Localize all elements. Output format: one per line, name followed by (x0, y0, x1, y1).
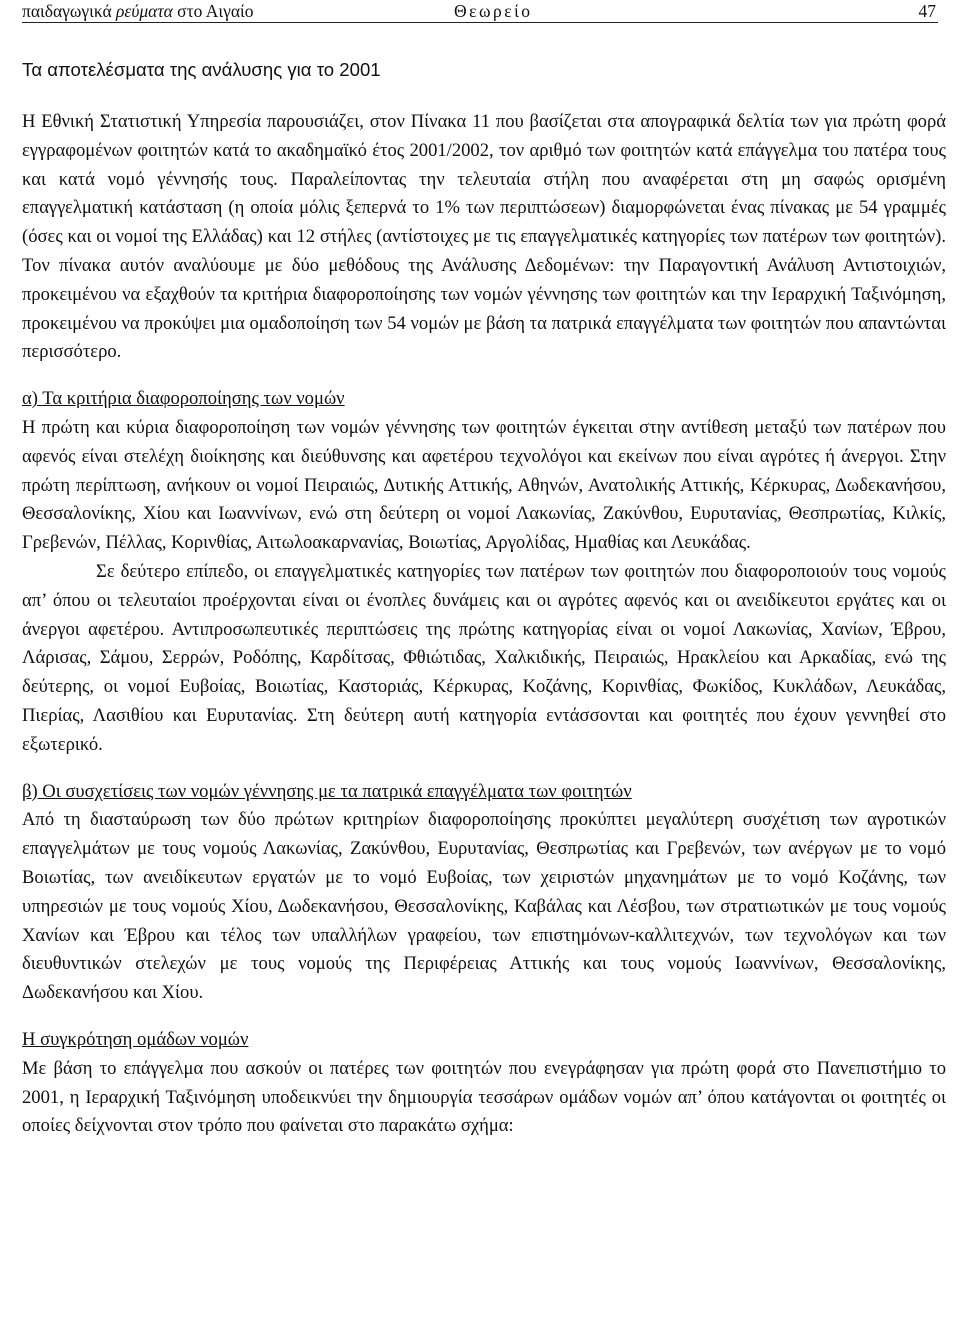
intro-paragraph: Η Εθνική Στατιστική Υπηρεσία παρουσιάζει, στον Πίνακα 11 που βασίζεται στα απογραφικά δελτία των για πρώτη φορά εγγραφομένων φοιτητών κατά το ακαδημαϊκό έτος 2001/2002, τον αριθμό των φοιτητών κατά επάγγελμα του πατέρα τους και κατά νομό γέννησής τους. Παραλείποντας την τελευταία στήλη που αναφέρεται στη μη σαφώς ορισμένη επαγγελματική κατάσταση (η οποία μόλις ξεπερνά το 1% των περιπτώσεων) διαμορφώνεται ένας πίνακας με 54 γραμμές (όσες και οι νομοί της Ελλάδας) και 12 στήλες (αντίστοιχες με τις επαγγελματικές κατηγορίες των πατέρων των φοιτητών). Τον πίνακα αυτόν αναλύουμε με δύο μεθόδους της Ανάλυσης Δεδομένων: την Παραγοντική Ανάλυση Αντιστοιχιών, προκειμένου να εξαχθούν τα κριτήρια διαφοροποίησης των νομών γέννησης των φοιτητών και την Ιεραρχική Ταξινόμηση, προκειμένου να προκύψει μια ομαδοποίηση των 54 νομών με βάση τα πατρικά επαγγέλματα των φοιτητών που απαντώνται περισσότερο. (22, 111, 946, 363)
section-c-heading: Η συγκρότηση ομάδων νομών (22, 1028, 249, 1050)
section-a-heading: α) Τα κριτήρια διαφοροποίησης των νομών (22, 388, 345, 410)
spacer (22, 760, 946, 778)
journal-name-italic: ρεύματα (116, 1, 173, 21)
running-header (22, 0, 936, 22)
header-rule (22, 22, 938, 23)
page-number: 47 (918, 1, 936, 21)
article-title: Τα αποτελέσματα της ανάλυσης για το 2001 (22, 59, 381, 80)
spacer (22, 1008, 946, 1026)
article-body (22, 56, 946, 1141)
section-a-paragraph-2: Σε δεύτερο επίπεδο, οι επαγγελματικές κατηγορίες των πατέρων των φοιτητών που διαφοροποιούν τους νομούς απ’ όπου οι τελευταίοι προέρχονται είναι οι ένοπλες δυνάμεις και οι αγρότες αφενός και οι ανειδίκευτοι εργάτες και οι άνεργοι αφετέρου. Αντιπροσωπευτικές περιπτώσεις της πρώτης κατηγορίας είναι οι νομοί Λακωνίας, Χανίων, Έβρου, Λάρισας, Σάμου, Σερρών, Ροδόπης, Καρδίτσας, Φθιώτιδας, Χαλκιδικής, Πειραιώς, Ηρακλείου και Αρκαδίας, ενώ της δεύτερης, οι νομοί Ευβοίας, Βοιωτίας, Καστοριάς, Κέρκυρας, Κοζάνης, Κορινθίας, Φωκίδος, Κυκλάδων, Λευκάδας, Πιερίας, Λασιθίου και Ευρυτανίας. Στη δεύτερη αυτή κατηγορία εντάσσονται και φοιτητές που έχουν γεννηθεί στο εξωτερικό. (22, 560, 946, 755)
section-name: Θεωρείο (454, 1, 533, 21)
journal-name: παιδαγωγικά ρεύματα στο Αιγαίο (22, 1, 254, 21)
section-b-heading: β) Οι συσχετίσεις των νομών γέννησης με τα πατρικά επαγγέλματα των φοιτητών (22, 780, 632, 802)
section-b-paragraph: Από τη διασταύρωση των δύο πρώτων κριτηρίων διαφοροποίησης προκύπτει μεγαλύτερη συσχέτιση των αγροτικών επαγγελμάτων με τους νομούς Λακωνίας, Ζακύνθου, Ευρυτανίας, Θεσπρωτίας και Γρεβενών, των ανέργων με το νομό Βοιωτίας, των ανειδίκευτων εργατών με το νομό Ευβοίας, των χειριστών μηχανημάτων με το νομό Κοζάνης, των υπηρεσιών με τους νομούς Χίου, Δωδεκανήσου, Θεσσαλονίκης, Καβάλας και Λέσβου, των στρατιωτικών με τους νομούς Χανίων και Έβρου και τέλος των υπαλλήλων γραφείου, των επιστημόνων-καλλιτεχνών, των τεχνολόγων και των διευθυντικών στελεχών με τους νομούς της Περιφέρειας Αττικής και τους νομούς Ιωαννίνων, Θεσσαλονίκης, Δωδεκανήσου και Χίου. (22, 809, 946, 1004)
section-a-paragraph-1: Η πρώτη και κύρια διαφοροποίηση των νομών γέννησης των φοιτητών έγκειται στην αντίθεση μεταξύ των πατέρων που αφενός είναι στελέχη διοίκησης και διεύθυνσης και αφετέρου τεχνολόγοι και εκείνων που είναι αγρότες ή άνεργοι. Στην πρώτη περίπτωση, ανήκουν οι νομοί Πειραιώς, Δυτικής Αττικής, Αθηνών, Ανατολικής Αττικής, Κέρκυρας, Δωδεκανήσου, Θεσσαλονίκης, Χίου και Ιωαννίνων, ενώ στη δεύτερη οι νομοί Λακωνίας, Ζακύνθου, Ευρυτανίας, Θεσπρωτίας, Κιλκίς, Γρεβενών, Πέλλας, Κορινθίας, Αιτωλοακαρνανίας, Βοιωτίας, Αργολίδας, Ημαθίας και Λευκάδας. (22, 416, 946, 554)
spacer (22, 367, 946, 385)
section-c-paragraph: Με βάση το επάγγελμα που ασκούν οι πατέρες των φοιτητών που ενεγράφησαν για πρώτη φορά στο Πανεπιστήμιο το 2001, η Ιεραρχική Ταξινόμηση υποδεικνύει την δημιουργία τεσσάρων ομάδων νομών απ’ όπου κατάγονται οι φοιτητές οι οποίες δείχνονται στον τρόπο που φαίνεται στο παρακάτω σχήμα: (22, 1057, 946, 1137)
